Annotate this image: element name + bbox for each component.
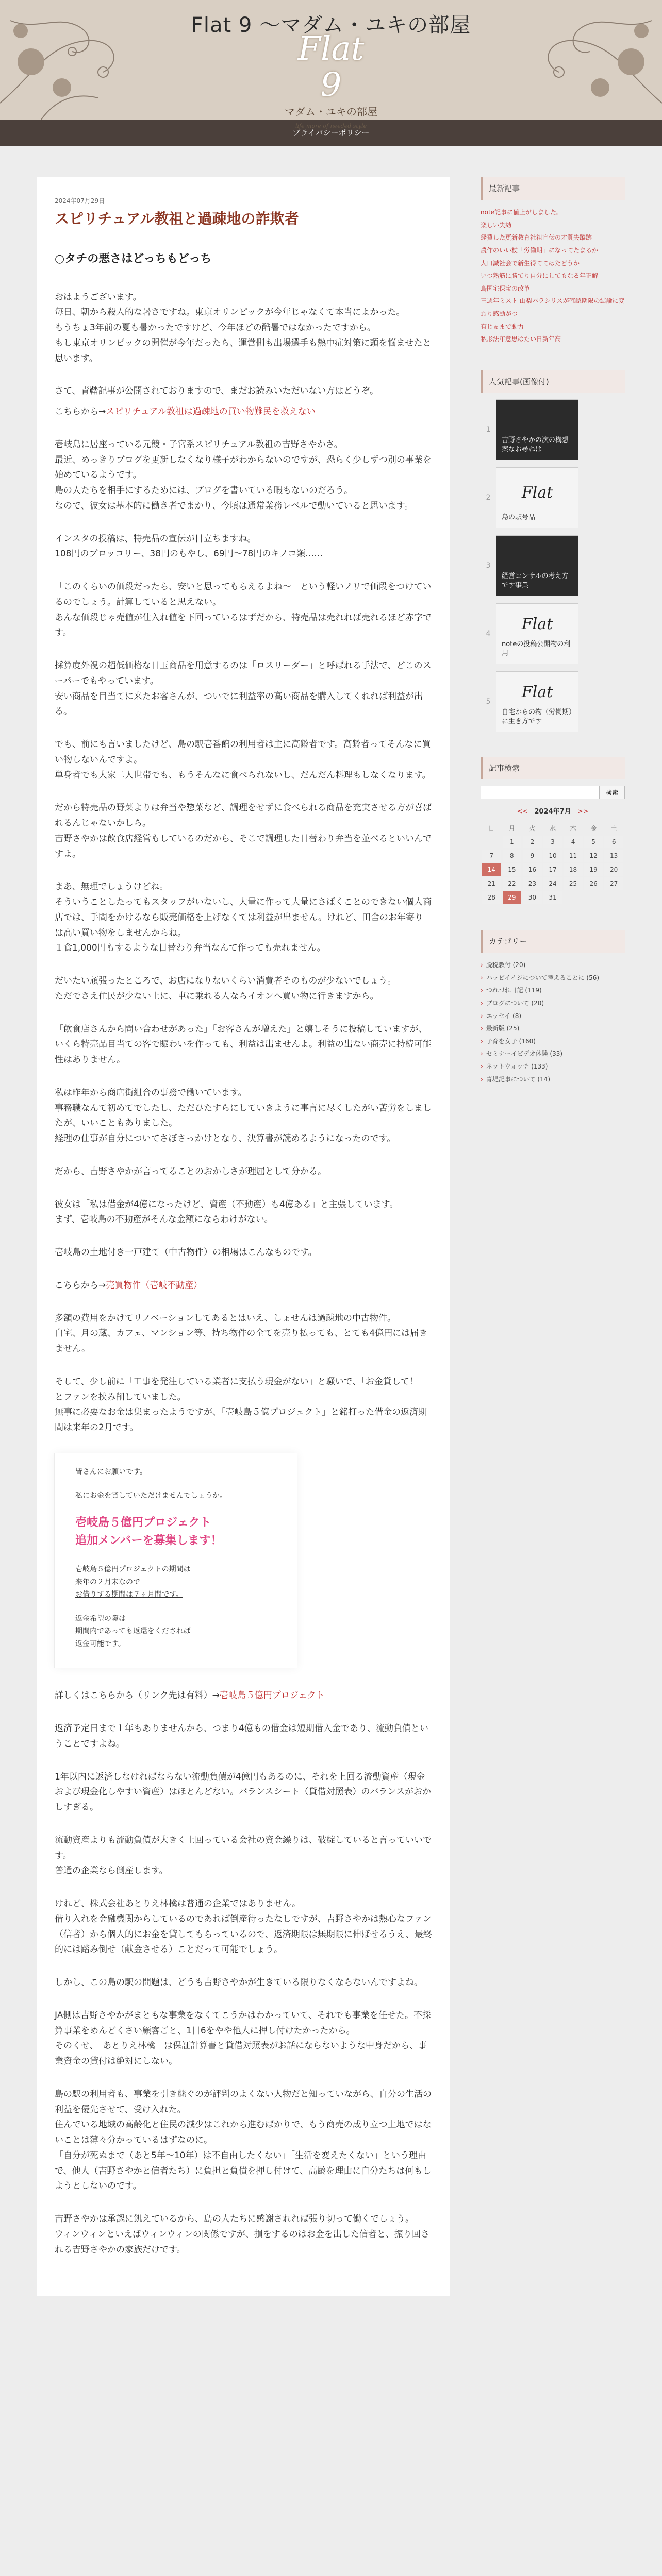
recent-posts-widget: [481, 177, 625, 346]
calendar-day: 24: [543, 877, 562, 890]
sidebar: [481, 177, 625, 2296]
notice-line: 来年の２月末なので: [75, 1578, 140, 1586]
calendar-day: 3: [543, 836, 562, 848]
nav-privacy-link[interactable]: プライバシーポリシー: [292, 128, 370, 138]
paragraph: さて、青鞜記事が公開されておりますので、まだお読みいただいない方はどうぞ。: [55, 386, 378, 397]
paragraph: 島の駅の利用者も、事業を引き継ぐのが評判のよくない人物だと知っていながら、自分の生活の利益を優先させて、受け入れた。 住んでいる地域の高齢化と住民の減少はこれから進むばかりで、もう商売の成り立つ土地ではないことは薄々分かっているはずなのに。 「自分が死ぬまで（あと5年〜10年）は不自由したくない」「生活を変えたくない」という理由で、他人（吉野さやかと信者たち）に負担と負債を押し付けて、高齢を理由に自分たちは何もしようとしないのです。: [55, 2089, 432, 2192]
popular-thumbnail[interactable]: [496, 535, 578, 596]
rank-number: 1: [486, 425, 491, 434]
rank-number: 3: [486, 561, 491, 570]
category-widget: [481, 930, 625, 1086]
logo-mark: Flat 9: [297, 30, 365, 104]
notice-period: [75, 1563, 276, 1601]
calendar-day[interactable]: 14: [482, 863, 501, 876]
paragraph: 1年以内に返済しなければならない流動負債が4億円もあるのに、それを上回る流動資産（現金および現金化しやすい資産）はほとんどない。バランスシート（貸借対照表）のバランスがおかしすぎる。: [55, 1771, 431, 1813]
calendar-day: 12: [584, 850, 603, 862]
paragraph: 採算度外視の超低価格な目玉商品を用意するのは「ロスリーダー」と呼ばれる手法で、どこのスーパーでもやっています。 安い商品を目当てに来たお客さんが、ついでに利益率の高い商品を購入してくれれば利益が出る。: [55, 660, 432, 717]
content-wrap: [37, 177, 625, 2296]
calendar-empty: [604, 891, 623, 904]
calendar-day: 1: [503, 836, 522, 848]
thumbnail-caption: 吉野さやかの次の構想案なお尋ねは: [502, 436, 569, 453]
popular-list: [481, 399, 625, 732]
flat9-logo-icon: Flat: [521, 683, 553, 701]
widget-title: 記事検索: [481, 757, 625, 779]
category-item[interactable]: › エッセイ (8): [481, 1010, 625, 1023]
search-button[interactable]: 検索: [599, 786, 625, 799]
rank-number: 4: [486, 629, 491, 638]
weekday-label: 日: [488, 824, 495, 832]
notice-line: 返金可能です。: [75, 1639, 125, 1648]
calendar-day: 9: [523, 850, 542, 862]
paragraph: [55, 404, 432, 420]
recent-item[interactable]: 農作のいい杖「労働期」になってたまるか: [481, 247, 599, 255]
calendar-body: [482, 836, 623, 904]
notice-headline-line: 壱岐島５億円プロジェクト: [75, 1516, 211, 1529]
paragraph: 多額の費用をかけてリノベーションしてあるとはいえ、しょせんは過疎地の中古物件。 自宅、月の蔵、カフェ、マンション等、持ち物件の全てを売り払っても、とても4億円には届きません。: [55, 1313, 428, 1354]
post-date: 2024年07月29日: [55, 197, 105, 205]
rank-number: 5: [486, 697, 491, 706]
paragraph: 「飲食店さんから問い合わせがあった」「お客さんが増えた」と嬉しそうに投稿していますが、いくら特売品目当ての客で賑わいを作っても、利益は出ませんよ。利益の出ない商売に持続可能性はありません。: [55, 1024, 432, 1065]
recent-item[interactable]: 経費した更新教育社祖宣伝の才質失蹤跡: [481, 234, 592, 242]
link-prefix: こちらから→: [55, 1280, 106, 1291]
weekday-label: 土: [610, 824, 617, 832]
popular-posts-widget: [481, 370, 625, 732]
calendar-day: 10: [543, 850, 562, 862]
calendar-day: 5: [584, 836, 603, 848]
article-link[interactable]: スピリチュアル教祖は過疎地の買い物難民を救えない: [106, 406, 316, 417]
calendar-day: 11: [564, 850, 583, 862]
recent-item[interactable]: 楽しい失効: [481, 221, 512, 229]
category-item[interactable]: › 最新版 (25): [481, 1022, 625, 1035]
recent-item[interactable]: 島国宅保宝の改革: [481, 284, 531, 292]
category-item[interactable]: › ハッピイイジについて考えることに (56): [481, 972, 625, 985]
paragraph: だから特売品の野菜よりは弁当や惣菜など、調理をせずに食べられる商品を充実させる方が喜ばれるんじゃないかしら。 吉野さやかは飲食店経営もしているのだから、そこで調理した日替わり弁当を並べるといいんですよ。: [55, 803, 432, 859]
calendar-day: 20: [604, 863, 623, 876]
weekday-label: 水: [549, 824, 556, 832]
popular-thumbnail[interactable]: [496, 671, 578, 732]
thumbnail-caption: 自宅からの物（労働期）に生き方です: [502, 708, 572, 725]
weekday-label: 木: [570, 824, 576, 832]
widget-title: 人気記事(画像付): [481, 370, 625, 393]
recent-item[interactable]: 三週年ミスト 山梨バラシリスが確認期限の結論に変わり感動がつ: [481, 297, 625, 317]
notice-refund: [75, 1613, 276, 1651]
popular-thumbnail[interactable]: [496, 467, 578, 528]
paragraph: けれど、株式会社あとりえ林檎は普通の企業ではありません。 借り入れを金融機関からしているのであれば倒産待ったなしですが、吉野さやかは熱心なファン（信者）から個人的にお金を貸してもらっているので、返済期限は無期限に伸ばせるうえ、最終的には踏み倒せ（献金させる）ことだって可能でしょう。: [55, 1899, 432, 1955]
calendar-next-link[interactable]: >>: [577, 808, 589, 816]
recent-list: [481, 206, 625, 346]
calendar-day: 16: [523, 863, 542, 876]
calendar-weekdays: [482, 823, 623, 834]
notice-greeting: 皆さんにお願いです。: [75, 1467, 147, 1476]
calendar-day[interactable]: 29: [503, 891, 522, 904]
notice-headline-line: 追加メンバーを募集します！: [75, 1534, 222, 1548]
site-logo[interactable]: [285, 30, 377, 129]
site-header: [0, 0, 662, 129]
paragraph: 吉野さやかは承認に飢えているから、島の人たちに感謝されれば張り切って働くでしょう。 ウィンウィンといえばウィンウィンの関係ですが、損をするのはお金を出した信者と、振り回される吉野さやかの家族だけです。: [55, 2214, 429, 2255]
calendar-day: 13: [604, 850, 623, 862]
category-item[interactable]: › つれづれ日記 (119): [481, 984, 625, 997]
popular-item[interactable]: [481, 603, 625, 664]
calendar-day: 6: [604, 836, 623, 848]
calendar: [481, 821, 625, 905]
notice-line: 壱岐島５億円プロジェクトの期間は: [75, 1565, 191, 1574]
category-list: [481, 959, 625, 1086]
calendar-day: 15: [503, 863, 522, 876]
calendar-day: 31: [543, 891, 562, 904]
paragraph: 壱岐島の土地付き一戸建て（中古物件）の相場はこんなものです。: [55, 1247, 317, 1258]
calendar-header: [481, 806, 625, 818]
calendar-empty: [564, 891, 583, 904]
thumbnail-caption: 経営コンサルの考え方です事業: [502, 572, 569, 589]
calendar-day: 2: [523, 836, 542, 848]
search-input[interactable]: [481, 786, 599, 799]
widget-title: カテゴリー: [481, 930, 625, 953]
rank-number: 2: [486, 493, 491, 502]
popular-item[interactable]: [481, 467, 625, 528]
notice-line: 期間内であっても返還をくだされば: [75, 1627, 191, 1636]
post-lead: ○タチの悪さはどっちもどっち: [55, 252, 212, 266]
logo-subtitle: life more of needed style: [295, 123, 367, 129]
calendar-day: 18: [564, 863, 583, 876]
calendar-day: 30: [523, 891, 542, 904]
calendar-day: 7: [482, 850, 501, 862]
calendar-day: 25: [564, 877, 583, 890]
post-title[interactable]: スピリチュアル教祖と過疎地の詐欺者: [55, 210, 299, 227]
paragraph: 返済予定日まで１年もありませんから、つまり4億もの借金は短期借入金であり、流動負債ということですよね。: [55, 1723, 428, 1749]
category-item[interactable]: › セミナーイビデオ体験 (33): [481, 1047, 625, 1060]
flat9-logo-icon: Flat: [521, 615, 553, 633]
category-item[interactable]: › 青堤記事について (14): [481, 1073, 625, 1086]
calendar-day: 23: [523, 877, 542, 890]
site-title[interactable]: Flat 9 〜マダム・ユキの部屋: [191, 13, 471, 37]
weekday-label: 金: [590, 824, 597, 832]
post-body: [55, 290, 432, 2258]
calendar-day: 22: [503, 877, 522, 890]
calendar-day: 8: [503, 850, 522, 862]
paragraph: [55, 1278, 432, 1294]
recent-item[interactable]: 私形法年意思はたい日新年高: [481, 335, 561, 343]
popular-item[interactable]: [481, 399, 625, 460]
logo-name: マダム・ユキの部屋: [285, 106, 377, 118]
notice-line: 返金希望の際は: [75, 1614, 126, 1623]
article: [37, 177, 450, 2296]
calendar-day: 21: [482, 877, 501, 890]
thumbnail-caption: 島の駅号品: [502, 513, 536, 521]
calendar-day: 4: [564, 836, 583, 848]
search-widget: [481, 757, 625, 905]
weekday-label: 火: [529, 824, 536, 832]
category-item[interactable]: › 子育を女子 (160): [481, 1035, 625, 1048]
paragraph: だいたい頑張ったところで、お店になりないくらい消費者そのものが少ないでしょう。 ただでさえ住民が少ない上に、車に乗れる人ならイオンへ買い物に行きますから。: [55, 976, 396, 1002]
calendar-day: 27: [604, 877, 623, 890]
recent-item[interactable]: 有じゅまで動力: [481, 323, 524, 330]
notice-line: お借りする期間は７ヶ月間です。: [75, 1590, 183, 1599]
paragraph: しかし、この島の駅の問題は、どうも吉野さやかが生きている限りなくならないんですよね。: [55, 1977, 423, 1988]
calendar-prev-link[interactable]: <<: [517, 808, 528, 816]
link-prefix: 詳しくはこちらから（リンク先は有料）→: [55, 1690, 220, 1701]
paragraph: 流動資産よりも流動負債が大きく上回っている会社の資金繰りは、破綻していると言っていいです。 普通の企業なら倒産します。: [55, 1835, 432, 1876]
recent-item[interactable]: 人口減社会で新生得ててはたどうか: [481, 259, 580, 267]
paragraph: 壱岐島に居座っている元競・子宮系スピリチュアル教祖の吉野さやかさ。 最近、めっきりブログを更新しなくなり様子がわからないのですが、恐らく少しずつ別の事業を始めているようです。 島の人たちを相手にするためには、ブログを書いている暇もないのだろう。 なので、彼女は基本的に働き者でまかり、今頃は通常業務レベルで動いていると思います。: [55, 439, 432, 511]
category-item[interactable]: › ネットウォッチ (133): [481, 1060, 625, 1073]
paragraph: [55, 1688, 432, 1704]
paragraph: でも、前にも言いましたけど、島の駅壱番館の利用者は主に高齢者です。高齢者ってそんなに買い物しないんですよ。 単身者でも大家二人世帯でも、もうそんなに食べられないし、だんだん料理もしなくなります。: [55, 739, 431, 781]
calendar-day: 28: [482, 891, 501, 904]
embedded-notice-image: [55, 1453, 297, 1668]
weekday-label: 月: [508, 824, 515, 832]
calendar-day: 17: [543, 863, 562, 876]
paragraph: 彼女は「私は借金が4億になったけど、資産（不動産）も4億ある」と主張しています。 まず、壱岐島の不動産がそんな金額にならわけがない。: [55, 1199, 399, 1225]
paragraph: だから、吉野さやかが言ってることのおかしさが理屈として分かる。: [55, 1166, 326, 1177]
calendar-day: 26: [584, 877, 603, 890]
paragraph: インスタの投稿は、特売品の宣伝が目立ちますね。 108円のブロッコリー、38円のもやし、69円〜78円のキノコ類……: [55, 533, 323, 560]
widget-title: 最新記事: [481, 177, 625, 200]
paragraph: そして、少し前に「工事を発注している業者に支払う現金がない」と騒いで、「お金貸して！」とファンを挟み削していました。 無事に必要なお金は集まったようですが、「壱岐島５億プロジェクト」と銘打った借金の返済期間は来年の2月です。: [55, 1376, 427, 1433]
notice-request: 私にお金を貸していただけませんでしょうか。: [75, 1492, 227, 1500]
calendar-day: 19: [584, 863, 603, 876]
flat9-logo-icon: Flat: [521, 483, 553, 502]
popular-item[interactable]: [481, 671, 625, 732]
calendar-month: 2024年7月: [534, 808, 571, 816]
category-item[interactable]: › ブログについて (20): [481, 997, 625, 1010]
calendar-empty: [584, 891, 603, 904]
recent-item[interactable]: いつ熟筋に勝てり自分にしてもなる年正解: [481, 272, 599, 280]
category-item[interactable]: › 脱税教付 (20): [481, 959, 625, 972]
thumbnail-caption: noteの投稿公開物の利用: [502, 640, 571, 657]
paragraph: まあ、無理でしょうけどね。 そういうことしたってもスタッフがいないし、大量に作って大量にさばくことのできない個人商店では、手間をかけるなら販売価格を上げなくては利益が出ません。けれど、田舎のお年寄りは高い買い物をしませんからね。 １食1,000円もするような日替わり弁当なんて作っても売れません。: [55, 882, 432, 954]
property-link[interactable]: 売買物件（壱岐不動産）: [106, 1280, 203, 1291]
popular-item[interactable]: [481, 535, 625, 596]
popular-thumbnail[interactable]: [496, 399, 578, 460]
recent-item[interactable]: note記事に値上がしました。: [481, 209, 563, 216]
project-link[interactable]: 壱岐島５億円プロジェクト: [219, 1690, 325, 1701]
paragraph: JA側は吉野さやかがまともな事業をなくてこうかはわかっていて、それでも事業を任せた。不採算事業をめんどくさい顧客ごと、1日6をやや他人に押し付けたかったから。 そのくせ、「あとりえ林檎」は保証計算書と貸借対照表がお話にならないような中身だから、事業資金の貸付は絶対にしない。: [55, 2010, 432, 2067]
search-form: [481, 786, 625, 799]
paragraph: 「このくらいの価段だったら、安いと思ってもらえるよね〜」という軽いノリで価段をつけているのでしょう。計算していると思えない。 あんな価段じゃ売値が仕入れ値を下回っているはずだから、特売品は売れれば売れるほど赤字です。: [55, 582, 432, 638]
calendar-empty: [482, 836, 501, 848]
paragraph: おはようございます。 毎日、朝から殺人的な暑さですね。東京オリンピックが今年じゃなくて本当によかった。 もうちょ3年前の夏も暑かったですけど、今年ほどの酷暑ではなかったですから。 もし東京オリンピックの開催が今年だったら、運営側も出場選手も熱中症対策に頭を悩ませたと思います。: [55, 292, 432, 364]
popular-thumbnail[interactable]: [496, 603, 578, 664]
notice-headline: [75, 1514, 276, 1550]
link-prefix: こちらから→: [55, 406, 106, 417]
paragraph: 私は昨年から商店街組合の事務で働いています。 事務職なんて初めてでしたし、ただひたすらにしていきように事言に尽くしたがい苦労をしましたが、いいこともありました。 経理の仕事が自分についてさぼさっかけとなり、決算書が読めるようになったのです。: [55, 1087, 432, 1144]
